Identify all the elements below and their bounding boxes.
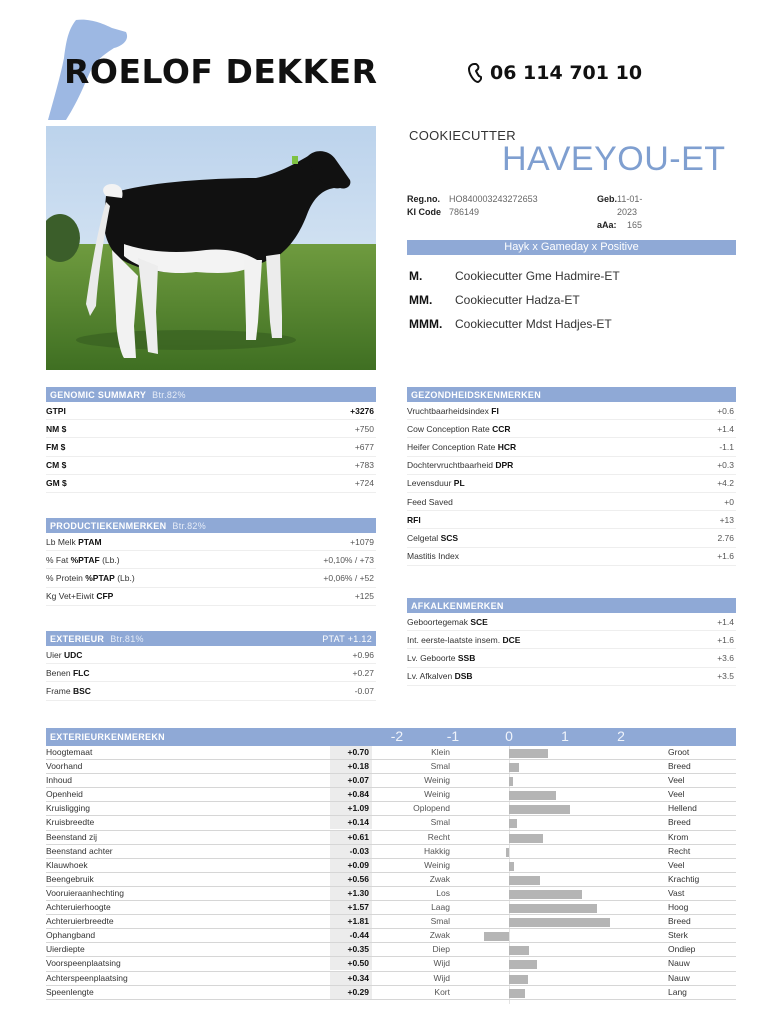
trait-code: DCE [502, 634, 521, 645]
trait-value: +3.6 [717, 652, 734, 663]
calving-header [407, 598, 736, 613]
trait-value: +13 [719, 514, 734, 525]
trait-code: FLC [72, 667, 90, 678]
trait-value: +1.57 [330, 901, 372, 914]
pedigree-value: Cookiecutter Mdst Hadjes-ET [455, 317, 612, 331]
low-descriptor: Klein [431, 747, 450, 757]
linear-trait-row [46, 816, 736, 830]
high-descriptor: Veel [668, 859, 685, 870]
trait-row [46, 475, 376, 493]
trait-value: +783 [354, 460, 374, 471]
trait-row [407, 475, 736, 493]
trait-bar [509, 763, 519, 772]
scale-tick-label: 1 [561, 728, 569, 744]
low-descriptor: Smal [430, 761, 450, 772]
low-descriptor: Zwak [429, 873, 450, 884]
production-header [46, 518, 376, 533]
trait-bar [509, 819, 517, 828]
trait-value: +0.14 [330, 816, 372, 829]
low-descriptor: Weinig [424, 789, 450, 800]
high-descriptor: Breed [668, 761, 691, 772]
trait-code: DPR [495, 460, 514, 471]
scale-tick-label: 0 [505, 728, 513, 744]
pedigree-value: Cookiecutter Hadza-ET [455, 293, 580, 307]
trait-row [407, 529, 736, 547]
section-title: GENOMIC SUMMARY [50, 389, 147, 400]
linear-trait-row [46, 957, 736, 971]
scale-tick-label: 2 [617, 728, 625, 744]
linear-traits-table [46, 728, 736, 1000]
trait-row [46, 682, 376, 700]
health-header [407, 387, 736, 402]
trait-value: -0.07 [354, 685, 374, 696]
trait-value: +0.56 [330, 873, 372, 886]
genomic-summary-section [46, 387, 376, 493]
low-descriptor: Kort [434, 986, 450, 997]
trait-value: +0.29 [330, 986, 372, 999]
trait-row [46, 533, 376, 551]
trait-code: CFP [96, 591, 114, 602]
high-descriptor: Krom [668, 831, 689, 842]
trait-value: -0.44 [330, 929, 372, 942]
trait-label: Celgetal [407, 532, 439, 543]
animal-name: HAVEYOU-ET [502, 140, 726, 178]
phone-icon [466, 63, 482, 83]
high-descriptor: Recht [668, 845, 691, 856]
health-section [407, 387, 736, 566]
trait-name: Kruisligging [46, 803, 90, 814]
trait-code: %PTAF [70, 554, 100, 565]
high-descriptor: Vast [668, 887, 685, 898]
trait-value: +0.09 [330, 859, 372, 872]
trait-unit: (Lb.) [117, 572, 135, 583]
low-descriptor: Wijd [433, 972, 450, 983]
trait-name: Kruisbreedte [46, 817, 95, 828]
trait-label: Cow Conception Rate [407, 423, 490, 434]
low-descriptor: Los [436, 887, 450, 898]
high-descriptor: Krachtig [668, 873, 700, 884]
trait-name: GM $ [46, 478, 67, 489]
linear-trait-row [46, 760, 736, 774]
trait-name: Inhoud [46, 775, 72, 786]
exterieur-section [46, 631, 376, 701]
trait-label: Dochtervruchtbaarheid [407, 460, 493, 471]
trait-bar [509, 960, 537, 969]
trait-value: +1.4 [717, 423, 734, 434]
trait-row [407, 402, 736, 420]
pedigree-key: MM. [409, 293, 433, 307]
trait-value: +1.4 [717, 616, 734, 627]
scale-tick-label: -1 [446, 728, 460, 744]
trait-row [407, 438, 736, 456]
trait-row [407, 493, 736, 511]
high-descriptor: Nauw [668, 958, 690, 969]
section-reliability: Btr.82% [152, 389, 186, 400]
linear-trait-row [46, 859, 736, 873]
low-descriptor: Oplopend [413, 803, 450, 814]
trait-value: +0.18 [330, 760, 372, 773]
trait-code: RFI [407, 514, 421, 525]
low-descriptor: Hakkig [424, 845, 450, 856]
trait-value: +1.6 [717, 551, 734, 562]
linear-trait-row [46, 929, 736, 943]
linear-trait-row [46, 802, 736, 816]
trait-row [46, 551, 376, 569]
trait-value: +0.50 [330, 957, 372, 970]
ki-value: 786149 [449, 207, 480, 217]
trait-label: Feed Saved [407, 496, 453, 507]
trait-name: Voorhand [46, 761, 83, 772]
linear-trait-row [46, 831, 736, 845]
trait-value: +0.61 [330, 831, 372, 844]
trait-value: +1.81 [330, 915, 372, 928]
trait-name: Klauwhoek [46, 859, 88, 870]
trait-name: Vooruieraanhechting [46, 887, 124, 898]
trait-code: HCR [497, 441, 517, 452]
trait-unit: (Lb.) [102, 554, 120, 565]
trait-bar [509, 876, 540, 885]
animal-prefix: COOKIECUTTER [409, 128, 516, 143]
trait-value: +4.2 [717, 478, 734, 489]
registration-block [407, 193, 643, 230]
trait-name: Beengebruik [46, 873, 94, 884]
trait-label: Vruchtbaarheidsindex [407, 405, 489, 416]
trait-bar [506, 848, 509, 857]
low-descriptor: Zwak [429, 930, 450, 941]
trait-name: Openheid [46, 789, 83, 800]
exterieur-header [46, 631, 376, 646]
ptat-value: PTAT +1.12 [322, 633, 372, 644]
scale-tick-label: -2 [390, 728, 404, 744]
trait-value: +0.3 [717, 460, 734, 471]
trait-label: Int. eerste-laatste insem. [407, 634, 501, 645]
trait-value: -0.03 [330, 845, 372, 858]
trait-bar [509, 777, 513, 786]
trait-row [46, 438, 376, 456]
high-descriptor: Ondiep [668, 944, 696, 955]
high-descriptor: Veel [668, 775, 685, 786]
trait-value: +125 [354, 591, 374, 602]
trait-bar [509, 749, 548, 758]
trait-row [46, 588, 376, 606]
trait-label: Levensduur [407, 478, 452, 489]
trait-bar [509, 805, 570, 814]
cow-photo [46, 126, 376, 370]
trait-value: +0.35 [330, 943, 372, 956]
linear-trait-row [46, 887, 736, 901]
high-descriptor: Breed [668, 916, 691, 927]
trait-value: +0.96 [352, 649, 374, 660]
trait-bar [509, 834, 543, 843]
high-descriptor: Lang [668, 986, 687, 997]
trait-value: -1.1 [719, 441, 734, 452]
trait-code: BSC [72, 685, 91, 696]
trait-code: CCR [492, 423, 511, 434]
section-title: EXTERIEURKENMEREKN [50, 732, 165, 742]
linear-trait-row [46, 845, 736, 859]
aaa-label: aAa: [597, 220, 617, 230]
low-descriptor: Laag [431, 902, 450, 913]
high-descriptor: Groot [668, 747, 690, 757]
genomic-summary-header [46, 387, 376, 402]
trait-label: Geboortegemak [407, 616, 468, 627]
pedigree-row [409, 312, 620, 336]
linear-traits-header [46, 728, 736, 746]
trait-name: Beenstand zij [46, 831, 98, 842]
trait-name: Hoogtemaat [46, 747, 93, 757]
geb-label: Geb. [597, 194, 618, 204]
trait-value: +724 [354, 478, 374, 489]
linear-trait-row [46, 746, 736, 760]
trait-value: +1.09 [330, 802, 372, 815]
linear-trait-row [46, 873, 736, 887]
trait-value: +1.30 [330, 887, 372, 900]
high-descriptor: Sterk [668, 930, 688, 941]
linear-trait-row [46, 972, 736, 986]
trait-value: +0 [724, 496, 734, 507]
trait-label: Benen [46, 667, 71, 678]
linear-trait-row [46, 986, 736, 1000]
trait-row [46, 569, 376, 587]
trait-row [46, 664, 376, 682]
section-title: GEZONDHEIDSKENMERKEN [411, 389, 542, 400]
phone-number[interactable] [466, 62, 642, 84]
trait-bar [509, 904, 597, 913]
trait-row [407, 631, 736, 649]
trait-value: +1.6 [717, 634, 734, 645]
linear-trait-row [46, 788, 736, 802]
trait-name: Voorspeenplaatsing [46, 958, 121, 969]
pedigree-line: Hayk x Gameday x Positive [407, 240, 736, 255]
ki-label: KI Code [407, 207, 442, 217]
trait-label: Lv. Afkalven [407, 671, 453, 682]
trait-name: Uierdiepte [46, 944, 85, 955]
trait-name: CM $ [46, 460, 67, 471]
pedigree-row [409, 264, 620, 288]
trait-bar [509, 975, 528, 984]
trait-bar [509, 946, 529, 955]
high-descriptor: Hoog [668, 902, 689, 913]
section-title: PRODUCTIEKENMERKEN [50, 520, 167, 531]
trait-value: +0,10% / +73 [323, 554, 374, 565]
trait-code: SCS [440, 532, 459, 543]
trait-label: Uier [46, 649, 62, 660]
trait-label: Kg Vet+Eiwit [46, 591, 94, 602]
trait-name: Beenstand achter [46, 845, 113, 856]
trait-bar [509, 862, 514, 871]
brand-name: ROELOF DEKKER [64, 52, 378, 91]
trait-row [407, 613, 736, 631]
trait-value: +0,06% / +52 [323, 572, 374, 583]
linear-trait-row [46, 901, 736, 915]
trait-bar [509, 791, 556, 800]
low-descriptor: Weinig [424, 775, 450, 786]
phone-text: 06 114 701 10 [490, 62, 643, 84]
trait-value: +0.70 [330, 746, 372, 759]
low-descriptor: Recht [427, 831, 450, 842]
trait-label: Frame [46, 685, 71, 696]
trait-label: Lv. Geboorte [407, 652, 456, 663]
trait-row [46, 457, 376, 475]
high-descriptor: Breed [668, 817, 691, 828]
trait-name: Speenlengte [46, 986, 94, 997]
low-descriptor: Diep [432, 944, 450, 955]
trait-row [407, 457, 736, 475]
trait-code: SCE [470, 616, 488, 627]
trait-bar [484, 932, 509, 941]
trait-row [407, 548, 736, 566]
pedigree-list [409, 264, 620, 336]
trait-code: UDC [63, 649, 83, 660]
section-title: EXTERIEUR [50, 633, 105, 644]
trait-label: Lb Melk [46, 536, 76, 547]
trait-code: PL [453, 478, 465, 489]
trait-value: +0.34 [330, 972, 372, 985]
trait-label: % Fat [46, 554, 69, 565]
trait-name: Ophangband [46, 930, 96, 941]
pedigree-value: Cookiecutter Gme Hadmire-ET [455, 269, 620, 283]
trait-value: 2.76 [717, 532, 734, 543]
high-descriptor: Nauw [668, 972, 690, 983]
aaa-value: 165 [627, 220, 643, 230]
low-descriptor: Smal [430, 817, 450, 828]
trait-value: +750 [354, 423, 374, 434]
trait-label: % Protein [46, 572, 83, 583]
trait-bar [509, 890, 582, 899]
trait-value: +0.07 [330, 774, 372, 787]
low-descriptor: Weinig [424, 859, 450, 870]
trait-value: +3.5 [717, 671, 734, 682]
trait-code: DSB [454, 671, 473, 682]
trait-row [46, 646, 376, 664]
trait-bar [509, 918, 610, 927]
geb-value: 11-01-2023 [617, 194, 643, 217]
linear-trait-row [46, 915, 736, 929]
high-descriptor: Hellend [668, 803, 697, 814]
calving-section [407, 598, 736, 686]
trait-value: +677 [354, 441, 374, 452]
reg-label: Reg.no. [407, 194, 440, 204]
linear-trait-row [46, 943, 736, 957]
production-section [46, 518, 376, 606]
reg-value: HO840003243272653 [449, 194, 538, 204]
trait-row [407, 649, 736, 667]
pedigree-key: M. [409, 269, 423, 283]
high-descriptor: Veel [668, 789, 685, 800]
trait-row [407, 511, 736, 529]
pedigree-key: MMM. [409, 317, 443, 331]
trait-name: NM $ [46, 423, 67, 434]
pedigree-row [409, 288, 620, 312]
section-reliability: Btr.82% [172, 520, 207, 531]
low-descriptor: Smal [430, 916, 450, 927]
trait-row [46, 420, 376, 438]
trait-value: +1079 [350, 536, 374, 547]
trait-bar [509, 989, 525, 998]
trait-code: SSB [457, 652, 476, 663]
trait-value: +0.27 [352, 667, 374, 678]
low-descriptor: Wijd [433, 958, 450, 969]
trait-row [407, 420, 736, 438]
trait-row [407, 668, 736, 686]
trait-name: GTPI [46, 405, 66, 416]
trait-name: Achteruierbreedte [46, 916, 114, 927]
trait-code: FI [491, 405, 499, 416]
trait-name: Achterspeenplaatsing [46, 972, 128, 983]
section-title: AFKALKENMERKEN [411, 600, 504, 611]
section-reliability: Btr.81% [110, 633, 144, 644]
trait-name: Achteruierhoogte [46, 902, 111, 913]
trait-name: FM $ [46, 441, 66, 452]
trait-value: +3276 [350, 405, 374, 416]
trait-value: +0.84 [330, 788, 372, 801]
trait-label: Mastitis Index [407, 551, 459, 562]
linear-trait-row [46, 774, 736, 788]
trait-code: %PTAP [85, 572, 115, 583]
trait-label: Heifer Conception Rate [407, 441, 496, 452]
trait-value: +0.6 [717, 405, 734, 416]
trait-row [46, 402, 376, 420]
trait-code: PTAM [78, 536, 102, 547]
